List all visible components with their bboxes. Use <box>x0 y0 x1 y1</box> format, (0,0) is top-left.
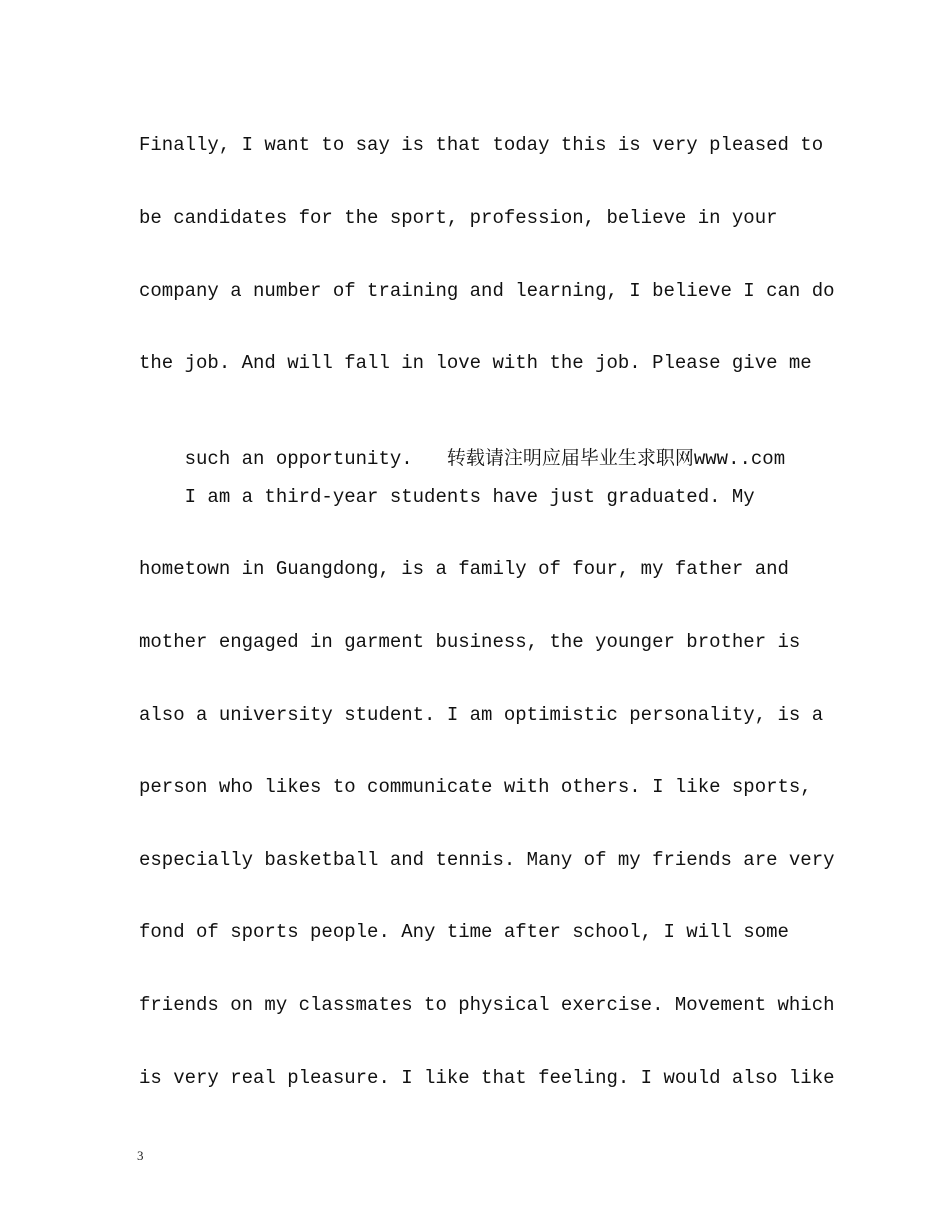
text-line: is very real pleasure. I like that feeling. I would also like <box>139 1067 835 1089</box>
text-line: especially basketball and tennis. Many of my friends are very <box>139 849 835 871</box>
text-line-with-note <box>139 425 785 492</box>
text-line: person who likes to communicate with others. I like sports, <box>139 776 812 798</box>
text-line: fond of sports people. Any time after school, I will some <box>139 921 789 943</box>
page-number: 3 <box>137 1148 144 1163</box>
site-address: www..com <box>693 448 786 470</box>
text-line: mother engaged in garment business, the younger brother is <box>139 631 801 653</box>
text-segment: such an opportunity. <box>184 448 447 470</box>
text-line: the job. And will fall in love with the job. Please give me <box>139 352 812 374</box>
text-line: hometown in Guangdong, is a family of four, my father and <box>139 558 789 580</box>
text-line: Finally, I want to say is that today this is very pleased to <box>139 134 824 156</box>
text-line: company a number of training and learning, I believe I can do <box>139 280 835 302</box>
text-line: be candidates for the sport, profession, believe in your <box>139 207 778 229</box>
text-line: also a university student. I am optimistic personality, is a <box>139 704 824 726</box>
repost-notice: 转载请注明应届毕业生求职网 <box>446 447 694 469</box>
text-line: friends on my classmates to physical exercise. Movement which <box>139 994 835 1016</box>
text-line: I am a third-year students have just graduated. My <box>139 486 755 508</box>
